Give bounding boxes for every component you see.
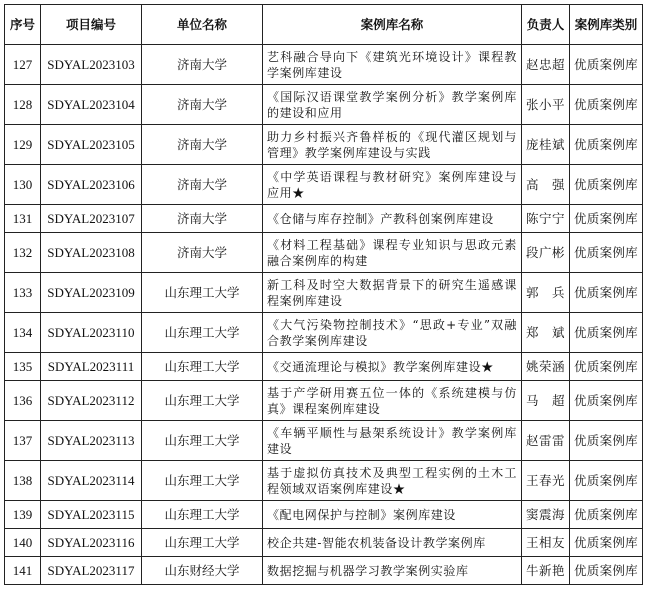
cell-index: 139 [5,501,41,529]
cell-category: 优质案例库 [570,381,643,421]
cell-code: SDYAL2023115 [41,501,142,529]
cell-case-name: 数据挖掘与机器学习教学案例实验库 [263,557,522,585]
cell-index: 134 [5,313,41,353]
table-row [5,381,643,421]
cell-code: SDYAL2023117 [41,557,142,585]
cell-code: SDYAL2023109 [41,273,142,313]
header-category: 案例库类别 [570,5,643,45]
cell-person: 牛新艳 [522,557,570,585]
table-row [5,529,643,557]
cell-person: 郑 斌 [522,313,570,353]
cell-category: 优质案例库 [570,529,643,557]
cell-case-name: 《国际汉语课堂教学案例分析》教学案例库的建设和应用 [263,85,522,125]
table-row [5,125,643,165]
cell-unit: 山东理工大学 [142,381,263,421]
cell-category: 优质案例库 [570,165,643,205]
cell-category: 优质案例库 [570,273,643,313]
cell-code: SDYAL2023116 [41,529,142,557]
cell-code: SDYAL2023103 [41,45,142,85]
cell-index: 140 [5,529,41,557]
cell-person: 王春光 [522,461,570,501]
cell-unit: 山东理工大学 [142,529,263,557]
cell-person: 马 超 [522,381,570,421]
cell-case-name: 基于虚拟仿真技术及典型工程实例的土木工程领域双语案例库建设★ [263,461,522,501]
cell-index: 132 [5,233,41,273]
cell-unit: 济南大学 [142,125,263,165]
cell-person: 赵忠超 [522,45,570,85]
cell-index: 131 [5,205,41,233]
cell-index: 129 [5,125,41,165]
cell-code: SDYAL2023112 [41,381,142,421]
cell-unit: 济南大学 [142,233,263,273]
cell-case-name: 《仓储与库存控制》产教科创案例库建设 [263,205,522,233]
table-header-row [5,5,643,45]
cell-person: 陈宁宁 [522,205,570,233]
cell-unit: 济南大学 [142,45,263,85]
table-row [5,421,643,461]
cell-case-name: 新工科及时空大数据背景下的研究生遥感课程案例库建设 [263,273,522,313]
cell-category: 优质案例库 [570,501,643,529]
cell-code: SDYAL2023113 [41,421,142,461]
cell-person: 窦震海 [522,501,570,529]
header-person: 负责人 [522,5,570,45]
cell-unit: 山东理工大学 [142,461,263,501]
cell-person: 段广彬 [522,233,570,273]
cell-person: 王相友 [522,529,570,557]
cell-category: 优质案例库 [570,421,643,461]
cell-person: 郭 兵 [522,273,570,313]
table-row [5,85,643,125]
header-code: 项目编号 [41,5,142,45]
table-row [5,273,643,313]
cell-category: 优质案例库 [570,233,643,273]
cell-category: 优质案例库 [570,353,643,381]
cell-case-name: 《中学英语课程与教材研究》案例库建设与应用★ [263,165,522,205]
cell-index: 133 [5,273,41,313]
cell-case-name: 《车辆平顺性与悬架系统设计》教学案例库建设 [263,421,522,461]
cell-code: SDYAL2023104 [41,85,142,125]
table-row [5,353,643,381]
cell-person: 高 强 [522,165,570,205]
cell-person: 赵雷雷 [522,421,570,461]
table-row [5,45,643,85]
cell-case-name: 校企共建-智能农机装备设计教学案例库 [263,529,522,557]
table-row [5,501,643,529]
cell-case-name: 《大气污染物控制技术》“思政+专业”双融合教学案例库建设 [263,313,522,353]
case-library-table [4,4,643,585]
cell-person: 姚荣涵 [522,353,570,381]
cell-category: 优质案例库 [570,205,643,233]
table-row [5,205,643,233]
table-row [5,313,643,353]
cell-unit: 济南大学 [142,85,263,125]
header-name: 案例库名称 [263,5,522,45]
cell-index: 141 [5,557,41,585]
cell-category: 优质案例库 [570,125,643,165]
cell-unit: 山东财经大学 [142,557,263,585]
cell-category: 优质案例库 [570,461,643,501]
table-row [5,461,643,501]
cell-index: 130 [5,165,41,205]
cell-index: 137 [5,421,41,461]
cell-case-name: 《材料工程基础》课程专业知识与思政元素融合案例库的构建 [263,233,522,273]
cell-unit: 山东理工大学 [142,421,263,461]
cell-unit: 济南大学 [142,205,263,233]
cell-code: SDYAL2023105 [41,125,142,165]
table-row [5,165,643,205]
cell-index: 136 [5,381,41,421]
header-index: 序号 [5,5,41,45]
cell-unit: 山东理工大学 [142,501,263,529]
cell-code: SDYAL2023108 [41,233,142,273]
cell-code: SDYAL2023110 [41,313,142,353]
cell-case-name: 《交通流理论与模拟》教学案例库建设★ [263,353,522,381]
cell-code: SDYAL2023106 [41,165,142,205]
cell-unit: 济南大学 [142,165,263,205]
cell-unit: 山东理工大学 [142,273,263,313]
cell-category: 优质案例库 [570,313,643,353]
cell-category: 优质案例库 [570,557,643,585]
cell-index: 127 [5,45,41,85]
cell-index: 128 [5,85,41,125]
cell-case-name: 艺科融合导向下《建筑光环境设计》课程教学案例库建设 [263,45,522,85]
cell-unit: 山东理工大学 [142,353,263,381]
cell-index: 135 [5,353,41,381]
cell-person: 张小平 [522,85,570,125]
table-row [5,233,643,273]
cell-code: SDYAL2023107 [41,205,142,233]
header-unit: 单位名称 [142,5,263,45]
cell-code: SDYAL2023114 [41,461,142,501]
cell-unit: 山东理工大学 [142,313,263,353]
cell-person: 庞桂斌 [522,125,570,165]
cell-case-name: 助力乡村振兴齐鲁样板的《现代灌区规划与管理》教学案例库建设与实践 [263,125,522,165]
cell-case-name: 基于产学研用赛五位一体的《系统建模与仿真》课程案例库建设 [263,381,522,421]
cell-index: 138 [5,461,41,501]
table-body [5,45,643,585]
table-row [5,557,643,585]
cell-case-name: 《配电网保护与控制》案例库建设 [263,501,522,529]
cell-category: 优质案例库 [570,85,643,125]
cell-code: SDYAL2023111 [41,353,142,381]
cell-category: 优质案例库 [570,45,643,85]
